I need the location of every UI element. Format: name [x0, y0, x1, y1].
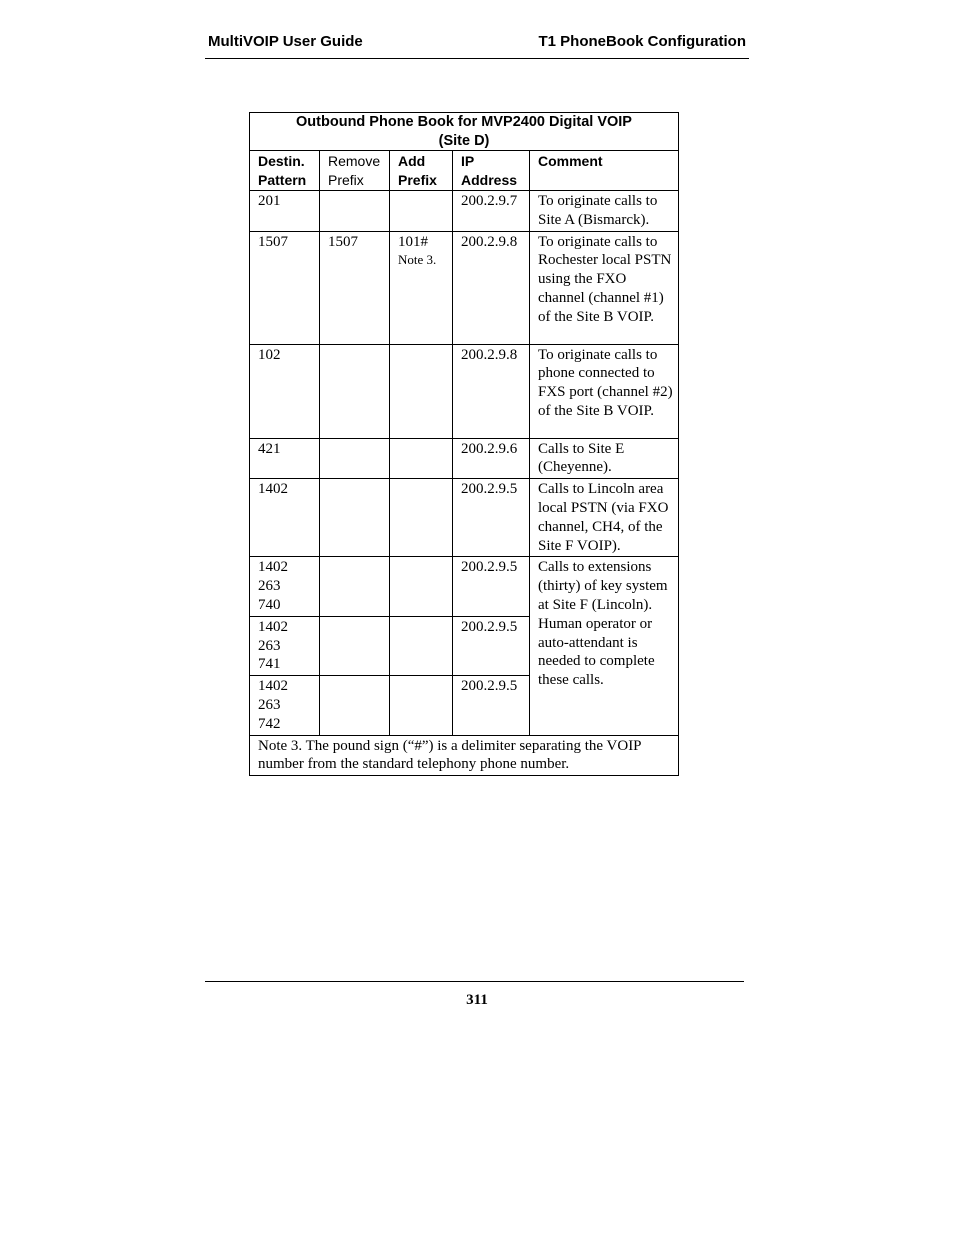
table-row [250, 479, 679, 557]
column-header-add-prefix: Add Prefix [390, 151, 453, 191]
cell-remove [320, 344, 390, 438]
cell-comment: To originate calls to Rochester local PSTN using the FXO channel (channel #1) of the Site B VOIP. [530, 231, 679, 344]
cell-destin: 1402 [250, 479, 320, 557]
cell-remove [320, 479, 390, 557]
cell-comment: Calls to Site E (Cheyenne). [530, 438, 679, 479]
cell-comment: Calls to Lincoln area local PSTN (via FXO channel, CH4, of the Site F VOIP). [530, 479, 679, 557]
cell-destin: 421 [250, 438, 320, 479]
cell-ip: 200.2.9.7 [453, 191, 530, 232]
outbound-phonebook-table [249, 112, 679, 776]
cell-ip: 200.2.9.6 [453, 438, 530, 479]
table-row [250, 344, 679, 438]
cell-comment-shared: Calls to extensions (thirty) of key system at Site F (Lincoln). Human operator or auto-attendant is needed to complete these calls. [530, 557, 679, 735]
cell-ip: 200.2.9.5 [453, 616, 530, 675]
cell-destin: 1507 [250, 231, 320, 344]
cell-add [390, 479, 453, 557]
cell-add: 101# Note 3. [390, 231, 453, 344]
cell-add [390, 438, 453, 479]
cell-add [390, 676, 453, 735]
table-row [250, 191, 679, 232]
cell-comment: To originate calls to Site A (Bismarck). [530, 191, 679, 232]
cell-remove [320, 676, 390, 735]
page-number: 311 [466, 992, 488, 1008]
cell-add [390, 616, 453, 675]
table-note-row [250, 735, 679, 776]
table-title-row [250, 113, 679, 151]
table-row [250, 438, 679, 479]
cell-destin: 201 [250, 191, 320, 232]
table-footnote: Note 3. The pound sign (“#”) is a delimiter separating the VOIP number from the standard telephony phone number. [250, 735, 679, 776]
cell-ip: 200.2.9.5 [453, 479, 530, 557]
column-header-remove-prefix: Remove Prefix [320, 151, 390, 191]
cell-destin: 102 [250, 344, 320, 438]
column-header-comment: Comment [530, 151, 679, 191]
cell-add [390, 191, 453, 232]
table-row [250, 231, 679, 344]
table-title: Outbound Phone Book for MVP2400 Digital VOIP (Site D) [250, 113, 679, 151]
cell-ip: 200.2.9.5 [453, 557, 530, 616]
cell-comment: To originate calls to phone connected to FXS port (channel #2) of the Site B VOIP. [530, 344, 679, 438]
cell-ip: 200.2.9.5 [453, 676, 530, 735]
header-section-title: T1 PhoneBook Configuration [538, 33, 746, 50]
cell-destin: 1402 263 741 [250, 616, 320, 675]
header-guide-title: MultiVOIP User Guide [208, 33, 363, 50]
cell-remove [320, 557, 390, 616]
column-header-destin-pattern: Destin. Pattern [250, 151, 320, 191]
cell-remove [320, 191, 390, 232]
cell-add [390, 557, 453, 616]
cell-ip: 200.2.9.8 [453, 344, 530, 438]
cell-destin: 1402 263 742 [250, 676, 320, 735]
cell-remove [320, 616, 390, 675]
table-row [250, 557, 679, 616]
cell-remove [320, 438, 390, 479]
note-reference: Note 3. [398, 252, 437, 268]
table-header-row [250, 151, 679, 191]
cell-destin: 1402 263 740 [250, 557, 320, 616]
cell-add [390, 344, 453, 438]
footer-rule [205, 981, 744, 982]
column-header-ip-address: IP Address [453, 151, 530, 191]
cell-remove: 1507 [320, 231, 390, 344]
header-rule [205, 58, 749, 59]
cell-ip: 200.2.9.8 [453, 231, 530, 344]
